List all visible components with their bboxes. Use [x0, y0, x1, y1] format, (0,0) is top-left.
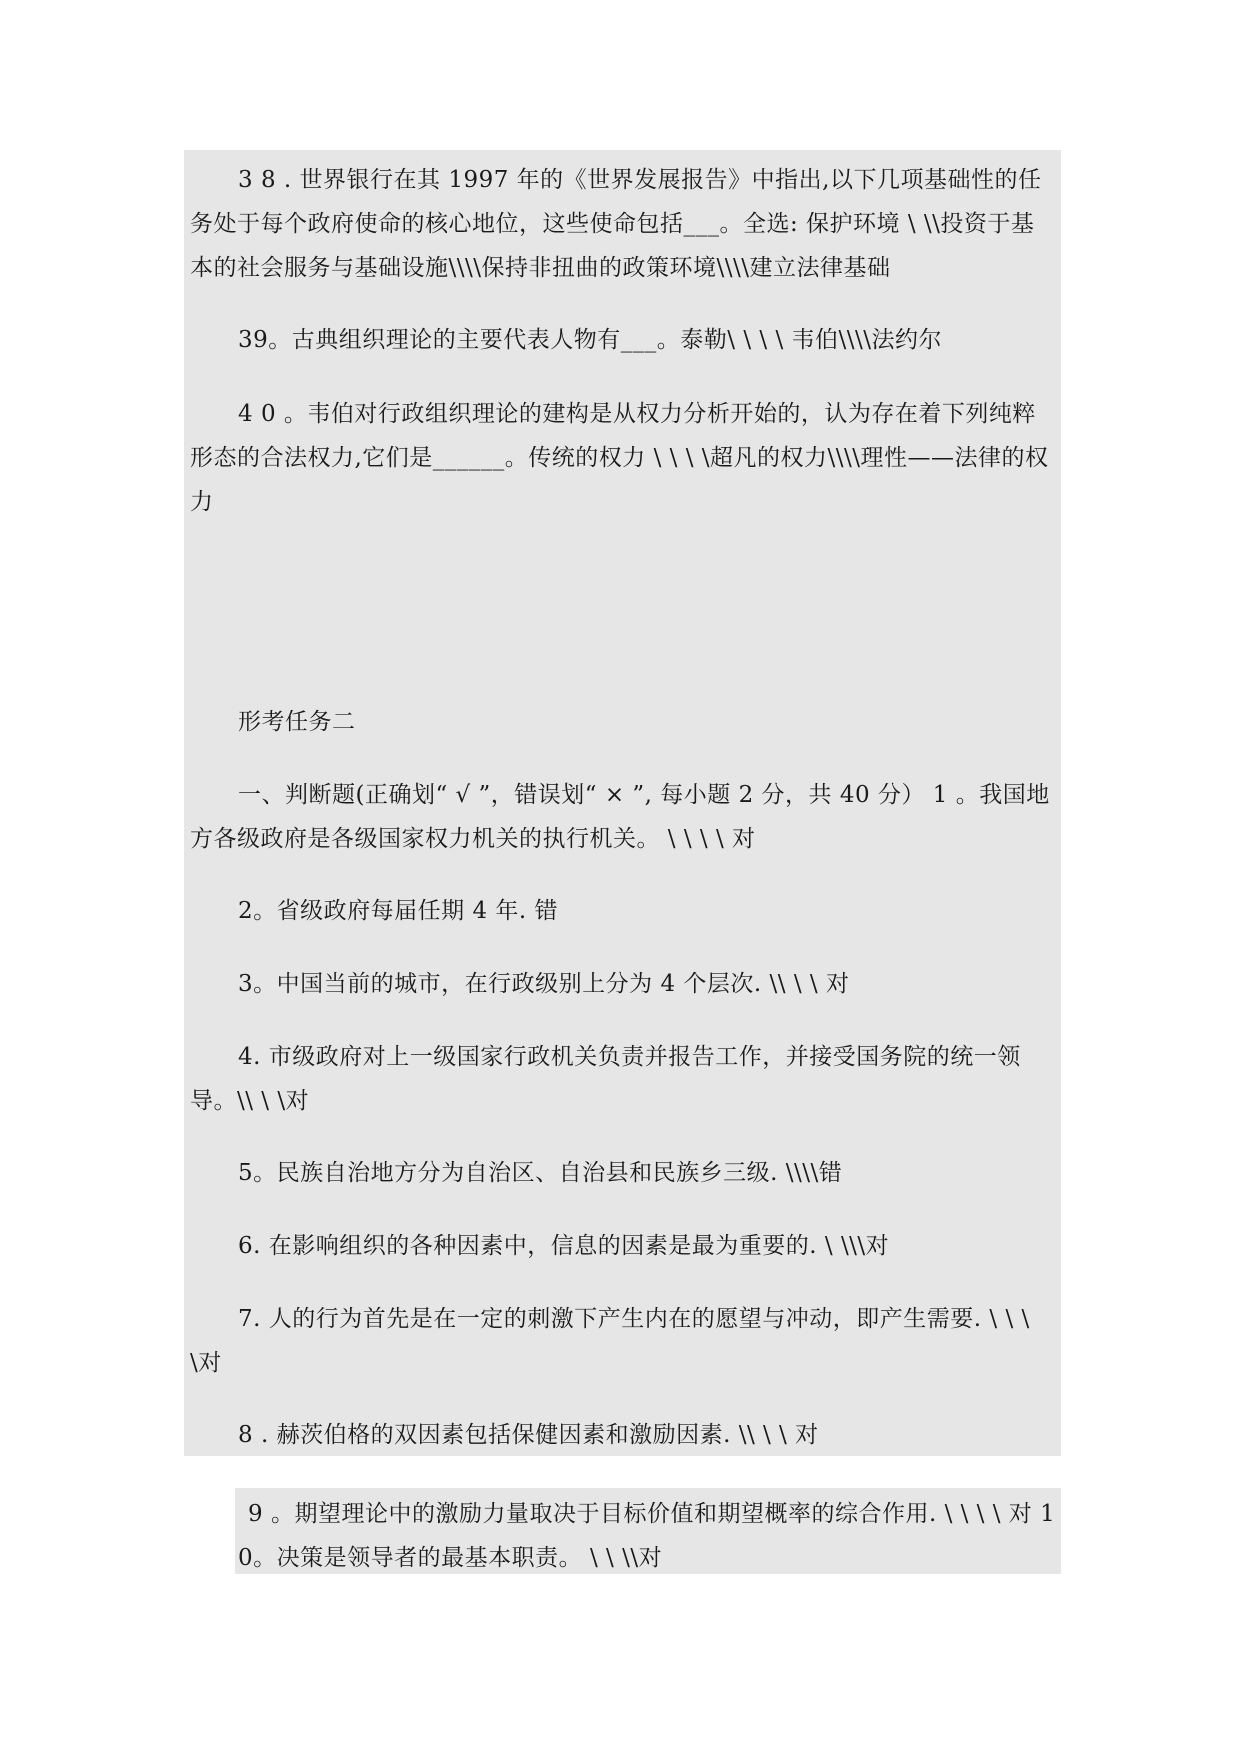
judgment-q9-q10: 9 。期望理论中的激励力量取决于目标价值和期望概率的综合作用. \ \ \ \ 对 1 0。决策是领导者的最基本职责。 \ \ \\对: [238, 1501, 1056, 1571]
judgment-q5: 5。民族自治地方分为自治区、自治县和民族乡三级. \\\\错: [238, 1160, 843, 1186]
judgment-q6: 6. 在影响组织的各种因素中，信息的因素是最为重要的. \ \\\对: [238, 1233, 890, 1259]
judgment-q3: 3。中国当前的城市，在行政级别上分为 4 个层次. \\ \ \ 对: [238, 971, 850, 997]
question-40: 4 0 。韦伯对行政组织理论的建构是从权力分析开始的，认为存在着下列纯粹形态的合法权力,它们是______。传统的权力 \ \ \ \超凡的权力\\\\理性——法律的权力: [190, 401, 1049, 515]
judgment-instructions-and-q1: 一、判断题(正确划“ √ ”，错误划“ × ”, 每小题 2 分，共 40 分） 1 。我国地方各级政府是各级国家权力机关的执行机关。 \ \ \ \ 对: [190, 782, 1050, 852]
question-39: 39。古典组织理论的主要代表人物有___。泰勒\ \ \ \ 韦伯\\\\法约尔: [238, 327, 943, 353]
judgment-q8: 8 . 赫茨伯格的双因素包括保健因素和激励因素. \\ \ \ 对: [238, 1422, 819, 1448]
judgment-q2: 2。省级政府每届任期 4 年. 错: [238, 898, 559, 924]
question-38: 3 8 . 世界银行在其 1997 年的《世界发展报告》中指出,以下几项基础性的任务处于每个政府使命的核心地位，这些使命包括___。全选: 保护环境 \ \\投资于基本的社会服务与基础设施\\\\保持非扭曲的政策环境\\\\建立法律基础: [190, 167, 1042, 281]
judgment-q4: 4. 市级政府对上一级国家行政机关负责并报告工作，并接受国务院的统一领导。\\ \ \对: [190, 1044, 1021, 1114]
judgment-q7: 7. 人的行为首先是在一定的刺激下产生内在的愿望与冲动，即产生需要. \ \ \ \对: [190, 1306, 1030, 1376]
section-heading: 形考任务二: [238, 709, 356, 735]
